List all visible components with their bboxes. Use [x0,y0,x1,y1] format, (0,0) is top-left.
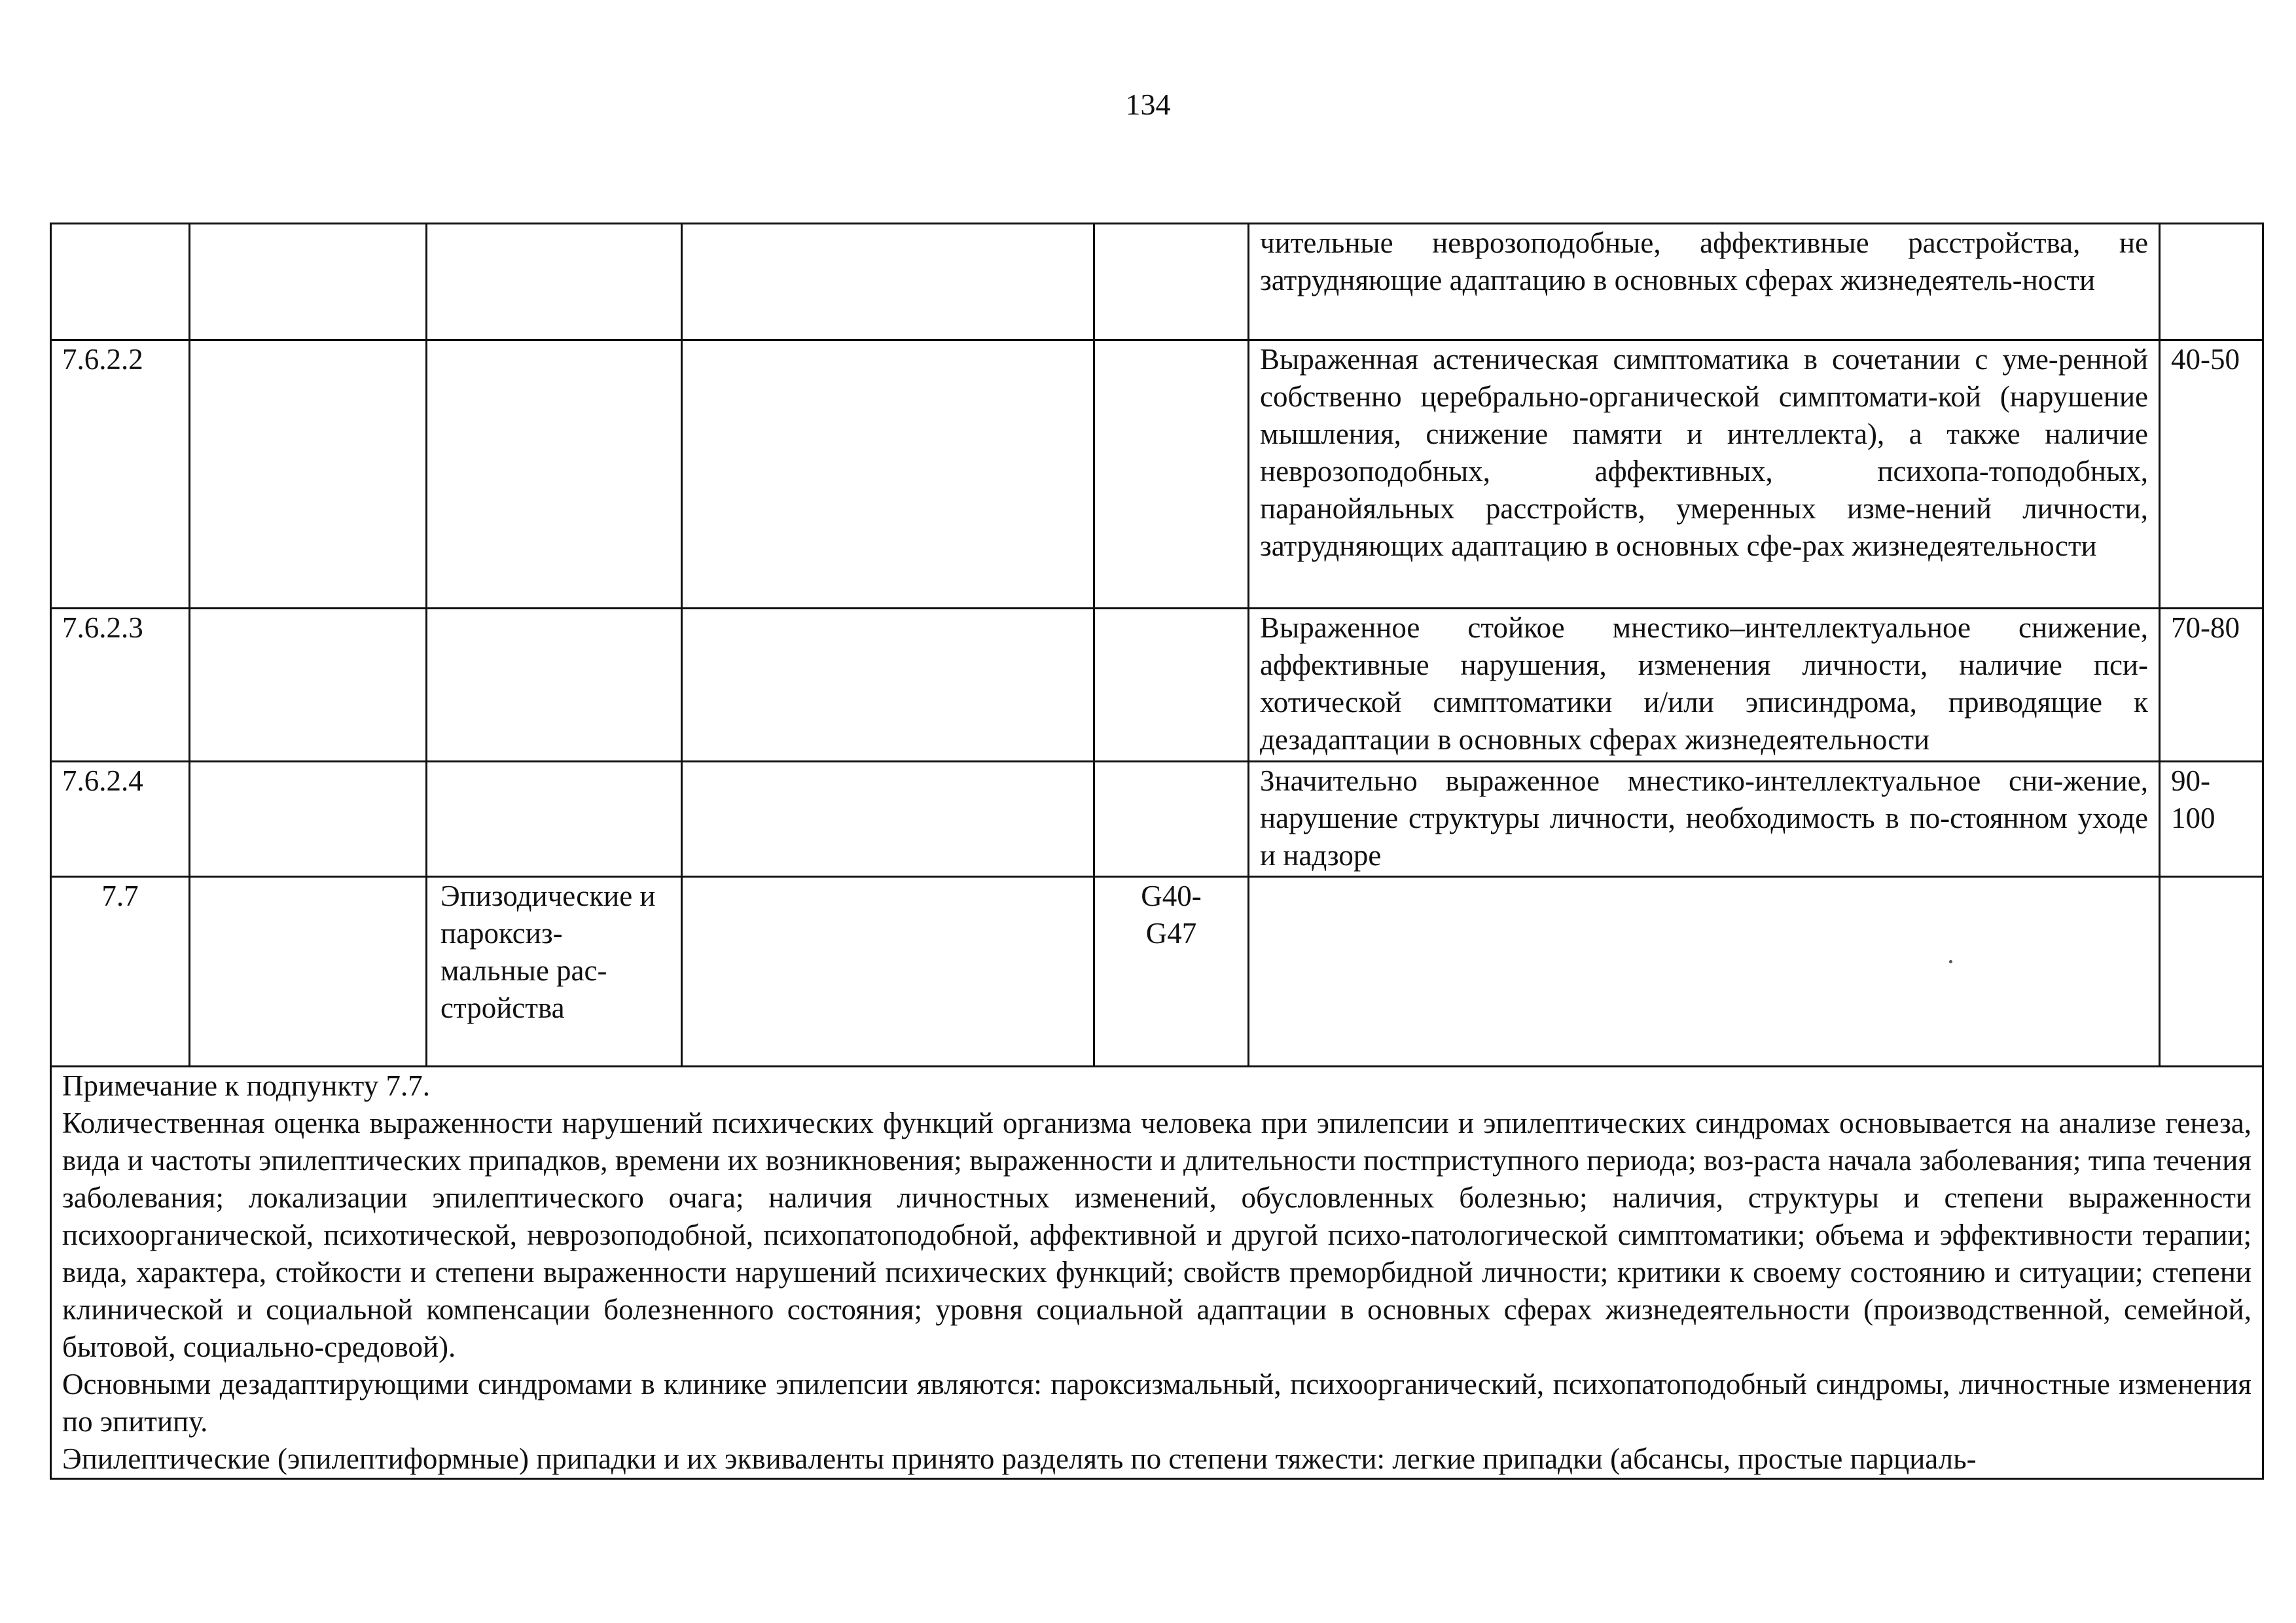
row-description: Выраженная астеническая симптоматика в сочетании с уме-ренной собственно церебрально-органической симптомати-кой (нарушение мышления, снижение памяти и интеллекта), а также наличие неврозоподобных, аффективных, психопа-топодобных, паранойяльных расстройств, умеренных изме-нений личности, затрудняющих адаптацию в основных сфе-рах жизнедеятельности [1249,340,2160,609]
row-percent [2160,877,2263,1067]
empty-cell [682,609,1094,762]
row-icd-code [1094,224,1249,340]
row-icd-code [1094,762,1249,877]
table-row [51,609,2263,762]
row-percent: 90-100 [2160,762,2263,877]
row-name [427,224,682,340]
note-title: Примечание к подпункту 7.7. [62,1069,430,1102]
row-icd-code [1094,340,1249,609]
empty-cell [682,340,1094,609]
note-paragraph: Эпилептические (эпилептиформные) припадки и их эквиваленты принято разделять по степени тяжести: легкие припадки (абсансы, простые парциаль- [62,1442,1977,1475]
row-code [51,224,190,340]
empty-cell [190,340,427,609]
empty-cell [682,877,1094,1067]
row-code: 7.6.2.2 [51,340,190,609]
table-row [51,224,2263,340]
row-name [427,762,682,877]
row-code: 7.6.2.3 [51,609,190,762]
page-number: 134 [1125,88,1171,121]
row-icd-code: G40-G47 [1094,877,1249,1067]
row-name [427,609,682,762]
empty-cell [682,224,1094,340]
note-paragraph: Основными дезадаптирующими синдромами в клинике эпилепсии являются: пароксизмальный, психоорганический, психопатоподобный синдромы, личностные изменения по эпитипу. [62,1368,2251,1438]
row-description: Выраженное стойкое мнестико–интеллектуальное снижение, аффективные нарушения, изменения личности, наличие пси-хотической симптоматики и/или эписиндрома, приводящие к дезадаптации в основных сферах жизнедеятельности [1249,609,2160,762]
row-description: Значительно выраженное мнестико-интеллектуальное сни-жение, нарушение структуры личности, необходимость в по-стоянном уходе и надзоре [1249,762,2160,877]
empty-cell [190,224,427,340]
row-description [1249,877,2160,1067]
row-code: 7.7 [51,877,190,1067]
table-row [51,762,2263,877]
table-row [51,877,2263,1067]
note-paragraph: Количественная оценка выраженности нарушений психических функций организма человека при эпилепсии и эпилептических синдромах основывается на анализе генеза, вида и частоты эпилептических припадков, времени их возникновения; выраженности и длительности постприступного периода; воз-раста начала заболевания; типа течения заболевания; локализации эпилептического очага; наличия личностных изменений, обусловленных болезнью; наличия, структуры и степени выраженности психоорганической, психотической, неврозоподобной, психопатоподобной, аффективной и другой психо-патологической симптоматики; объема и эффективности терапии; вида, характера, стойкости и степени выраженности нарушений психических функций; свойств преморбидной личности; критики к своему состоянию и ситуации; степени клинической и социальной компенсации болезненного состояния; уровня социальной адаптации в основных сферах жизнедеятельности (производственной, семейной, бытовой, социально-средовой). [62,1107,2251,1363]
table-row [51,340,2263,609]
row-name: Эпизодические и пароксиз-мальные рас-стройства [427,877,682,1067]
note-cell [51,1067,2263,1479]
disability-criteria-table [50,223,2264,1480]
note-row [51,1067,2263,1479]
row-description: чительные неврозоподобные, аффективные расстройства, не затрудняющие адаптацию в основных сферах жизнедеятель-ности [1249,224,2160,340]
row-percent: 40-50 [2160,340,2263,609]
row-percent: 70-80 [2160,609,2263,762]
row-name [427,340,682,609]
row-percent [2160,224,2263,340]
empty-cell [190,609,427,762]
scan-speck [1949,960,1952,963]
empty-cell [190,877,427,1067]
empty-cell [682,762,1094,877]
row-code: 7.6.2.4 [51,762,190,877]
empty-cell [190,762,427,877]
row-icd-code [1094,609,1249,762]
